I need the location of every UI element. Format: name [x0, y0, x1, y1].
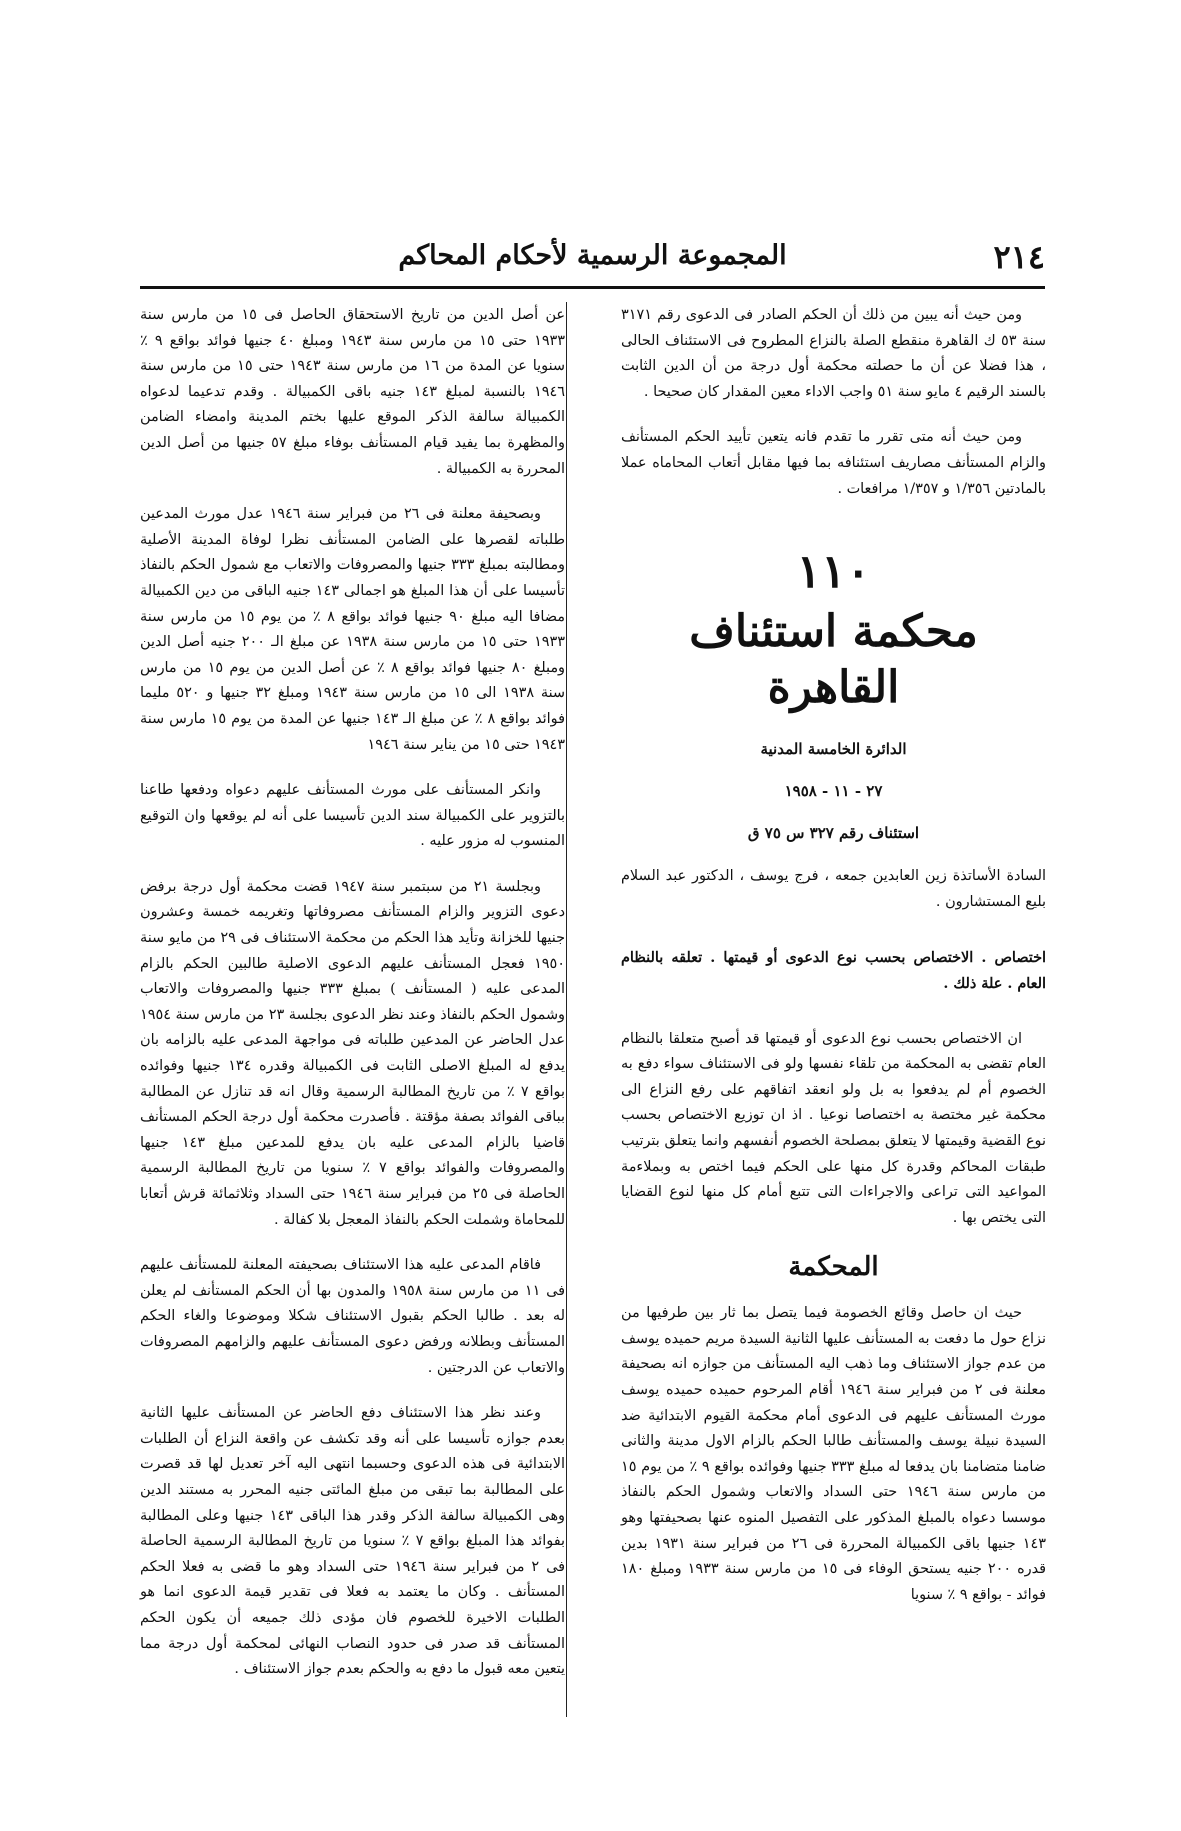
running-title: المجموعة الرسمية لأحكام المحاكم — [398, 240, 787, 271]
court-section-heading: المحكمة — [788, 1252, 879, 1283]
court-name: محكمة استئناف القاهرة — [689, 606, 978, 714]
summary-body: ان الاختصاص بحسب نوع الدعوى أو قيمتها قد أصبح متعلقا بالنظام العام تقضى به المحكمة من تلقاء نفسها ولو فى الاستئناف سواء دفع به الخصوم أم لم يدفعوا به بل ولو انعقد اتفاقهم على رفع النزاع الى محكمة غير مختصة به اختصاصا نوعيا . اذ ان توزيع الاختصاص بحسب نوع القضية وقيمتها لا يتعلق بمصلحة الخصوم أنفسهم وانما يتعلق بترتيب طبقات المحاكم وقدرة كل منها على الحكم فيما اختص به وبملاءمة المواعيد التى تراعى والاجراءات التى تتبع أمام كل منها لنوع القضايا التى يختص بها . — [621, 1030, 1046, 1226]
right-column — [621, 303, 1046, 1628]
paragraph: ومن حيث أنه يبين من ذلك أن الحكم الصادر فى الدعوى رقم ٣١٧١ سنة ٥٣ ك القاهرة منقطع الصلة بالنزاع المطروح فى الاستئناف الحالى ، هذا فضلا عن أن ما حصلته محكمة أول درجة من أن الدين الثابت بالسند الرقيم ٤ مايو سنة ٥١ واجب الاداء معين المقدار كان صحيحا . — [621, 307, 1046, 400]
paragraph: وانكر المستأنف على مورث المستأنف عليهم دعواه ودفعها طاعنا بالتزوير على الكمبيالة سند الدين تأسيسا على أنه لم يوقعها وان التوقيع المنسوب له مزور عليه . — [140, 782, 565, 850]
page-header — [140, 238, 1045, 278]
left-column — [140, 303, 565, 1703]
paragraph: عن أصل الدين من تاريخ الاستحقاق الحاصل فى ١٥ من مارس سنة ١٩٣٣ حتى ١٥ من مارس سنة ١٩٤٣ ومبلغ ٤٠ جنيها فوائد بواقع ٩ ٪ سنويا عن المدة من ١٦ من مارس سنة ١٩٤٣ حتى ١٥ من مارس سنة ١٩٤٦ بالنسبة لمبلغ ١٤٣ جنيه باقى الكمبيالة . وقدم تدعيما لدعواه الكمبيالة سالفة الذكر الموقع عليها بختم المدينة وامضاء الضامن والمظهرة بما يفيد قيام المستأنف بوفاء مبلغ ٥٧ جنيها من أصل الدين المحررة به الكمبيالة . — [140, 307, 566, 477]
header-rule — [140, 286, 1045, 289]
circuit-name: الدائرة الخامسة المدنية — [760, 740, 907, 759]
paragraph: فاقام المدعى عليه هذا الاستئناف بصحيفته المعلنة للمستأنف عليهم فى ١١ من مارس سنة ١٩٥٨ والمدون بها أن الحكم المستأنف لم يعلن له بعد . طالبا الحكم بقبول الاستئناف شكلا وموضوعا والغاء الحكم المستأنف وبطلانه ورفض دعوى المستأنف عليهم والزامهم المصروفات والاتعاب عن الدرجتين . — [140, 1257, 566, 1376]
paragraph: وبجلسة ٢١ من سبتمبر سنة ١٩٤٧ قضت محكمة أول درجة برفض دعوى التزوير والزام المستأنف مصروفاتها وتغريمه خمسة وعشرون جنيها للخزانة وتأيد هذا الحكم من محكمة الاستئناف فى ٢٩ من مايو سنة ١٩٥٠ فعجل المستأنف عليهم الدعوى الاصلية طالبين الحكم بالزام المدعى عليه ( المستأنف ) بمبلغ ٣٣٣ جنيها والمصروفات والاتعاب وشمول الحكم بالنفاذ وعند نظر الدعوى بجلسة ٢٣ من مارس سنة ١٩٥٤ عدل الحاضر عن المدعين طلباته فى مواجهة المدعى عليه بالزامه بان يدفع له المبلغ الاصلى الثابت فى الكمبيالة وقدره ١٣٤ جنيها وفوائده بواقع ٧ ٪ من تاريخ المطالبة الرسمية وقال انه قد تنازل عن المطالبة بباقى الفوائد بصفة مؤقتة . فأصدرت محكمة أول درجة الحكم المستأنف قاضيا بالزام المدعى عليه بان يدفع للمدعين مبلغ ١٤٣ جنيها والمصروفات والفوائد بواقع ٧ ٪ سنويا من تاريخ المطالبة الرسمية الحاصلة فى ٢٥ من فبراير سنة ١٩٤٦ حتى السداد وثلاثمائة قرش أتعابا للمحاماة وشملت الحكم بالنفاذ المعجل بلا كفالة . — [140, 878, 566, 1228]
paragraph: وبصحيفة معلنة فى ٢٦ من فبراير سنة ١٩٤٦ عدل مورث المدعين طلباته لقصرها على الضامن المستأنف نظرا لوفاة المدينة الأصلية ومطالبته بمبلغ ٣٣٣ جنيها والمصروفات والاتعاب مع شمول الحكم بالنفاذ تأسيسا على أن هذا المبلغ هو اجمالى ١٤٣ جنيه الباقى من دين الكمبيالة مضافا اليه مبلغ ٩٠ جنيها فوائد بواقع ٨ ٪ من يوم ١٥ من مارس سنة ١٩٣٣ حتى ١٥ من مارس سنة ١٩٣٨ عن مبلغ الـ ٢٠٠ جنيه أصل الدين ومبلغ ٨٠ جنيها فوائد بواقع ٨ ٪ عن أصل الدين من يوم ١٥ من مارس سنة ١٩٣٨ الى ١٥ من مارس سنة ١٩٤٣ ومبلغ ٣٢ جنيها و ٥٢٠ مليما فوائد بواقع ٨ ٪ عن مبلغ الـ ١٤٣ جنيها عن المدة من يوم ١٥ مارس سنة ١٩٤٣ حتى ١٥ من يناير سنة ١٩٤٦ — [140, 506, 565, 753]
column-divider — [566, 302, 567, 1717]
judges-line: السادة الأساتذة زين العابدين جمعه ، فرج يوسف ، الدكتور عبد السلام بليع المستشارون . — [621, 868, 1046, 910]
summary-heading: اختصاص . الاختصاص بحسب نوع الدعوى أو قيمتها . تعلقه بالنظام العام . علة ذلك . — [621, 949, 1046, 992]
page-number: ٢١٤ — [993, 238, 1045, 276]
court-body: حيث ان حاصل وقائع الخصومة فيما يتصل بما ثار بين طرفيها من نزاع حول ما دفعت به المستأنف عليها الثانية السيدة مريم حميده يوسف من عدم جواز الاستئناف وما ذهب اليه المستأنف من جوازه انه بصحيفة معلنة فى ٢ من فبراير سنة ١٩٤٦ أقام المرحوم حميده حميده يوسف مورث المستأنف عليهم فى الدعوى أمام محكمة القيوم الابتدائية ضد السيدة نبيلة يوسف والمستأنف طالبا الحكم بالزام الاول مدينة والثانى ضامنا متضامنا بان يدفعا له مبلغ ٣٣٣ جنيها وفوائده بواقع ٩ ٪ من يوم ١٥ من مارس سنة ١٩٤٦ حتى السداد والاتعاب وشمول الحكم بالنفاذ موسسا دعواه بالمبلغ المذكور على التفصيل المنوه عنها بصحيفتها وهو ١٤٣ جنيها باقى الكمبيالة المحررة فى ٢٦ من فبراير سنة ١٩٣١ بدين قدره ٢٠٠ جنيه يستحق الوفاء فى ١٥ من مارس سنة ١٩٣٣ ومبلغ ١٨٠ فوائد - بواقع ٩ ٪ سنويا — [621, 1305, 1047, 1603]
ruling-number: ١١٠ — [796, 544, 871, 599]
ruling-date: ٢٧ - ١١ - ١٩٥٨ — [784, 782, 883, 801]
appeal-reference: استئناف رقم ٣٢٧ س ٧٥ ق — [747, 824, 920, 843]
paragraph: ومن حيث أنه متى تقرر ما تقدم فانه يتعين تأييد الحكم المستأنف والزام المستأنف مصاريف استئنافه بما فيها مقابل أتعاب المحاماه عملا بالمادتين ١/٣٥٦ و ١/٣٥٧ مرافعات . — [621, 429, 1046, 497]
paragraph: وعند نظر هذا الاستئناف دفع الحاضر عن المستأنف عليها الثانية بعدم جوازه تأسيسا على أنه وقد تكشف عن واقعة النزاع أن الطلبات الابتدائية فى هذه الدعوى وحسبما انتهى اليه آخر تعديل لها قد قصرت على المطالبة بما تبقى من مبلغ المائتى جنيه المحرر به مستند الدين وهى الكمبيالة سالفة الذكر وقدر هذا الباقى ١٤٣ جنيها وعلى المطالبة بفوائد هذا المبلغ بواقع ٧ ٪ سنويا من تاريخ المطالبة الرسمية الحاصلة فى ٢ من فبراير سنة ١٩٤٦ حتى السداد وهو ما قضى به فعلا الحكم المستأنف . وكان ما يعتمد به فعلا فى تقدير قيمة الدعوى انما هو الطلبات الاخيرة للخصوم فان مؤدى ذلك جميعه أن يكون الحكم المستأنف قد صدر فى حدود النصاب النهائى لمحكمة أول درجة مما يتعين معه قبول ما دفع به والحكم بعدم جواز الاستئناف . — [140, 1405, 565, 1678]
